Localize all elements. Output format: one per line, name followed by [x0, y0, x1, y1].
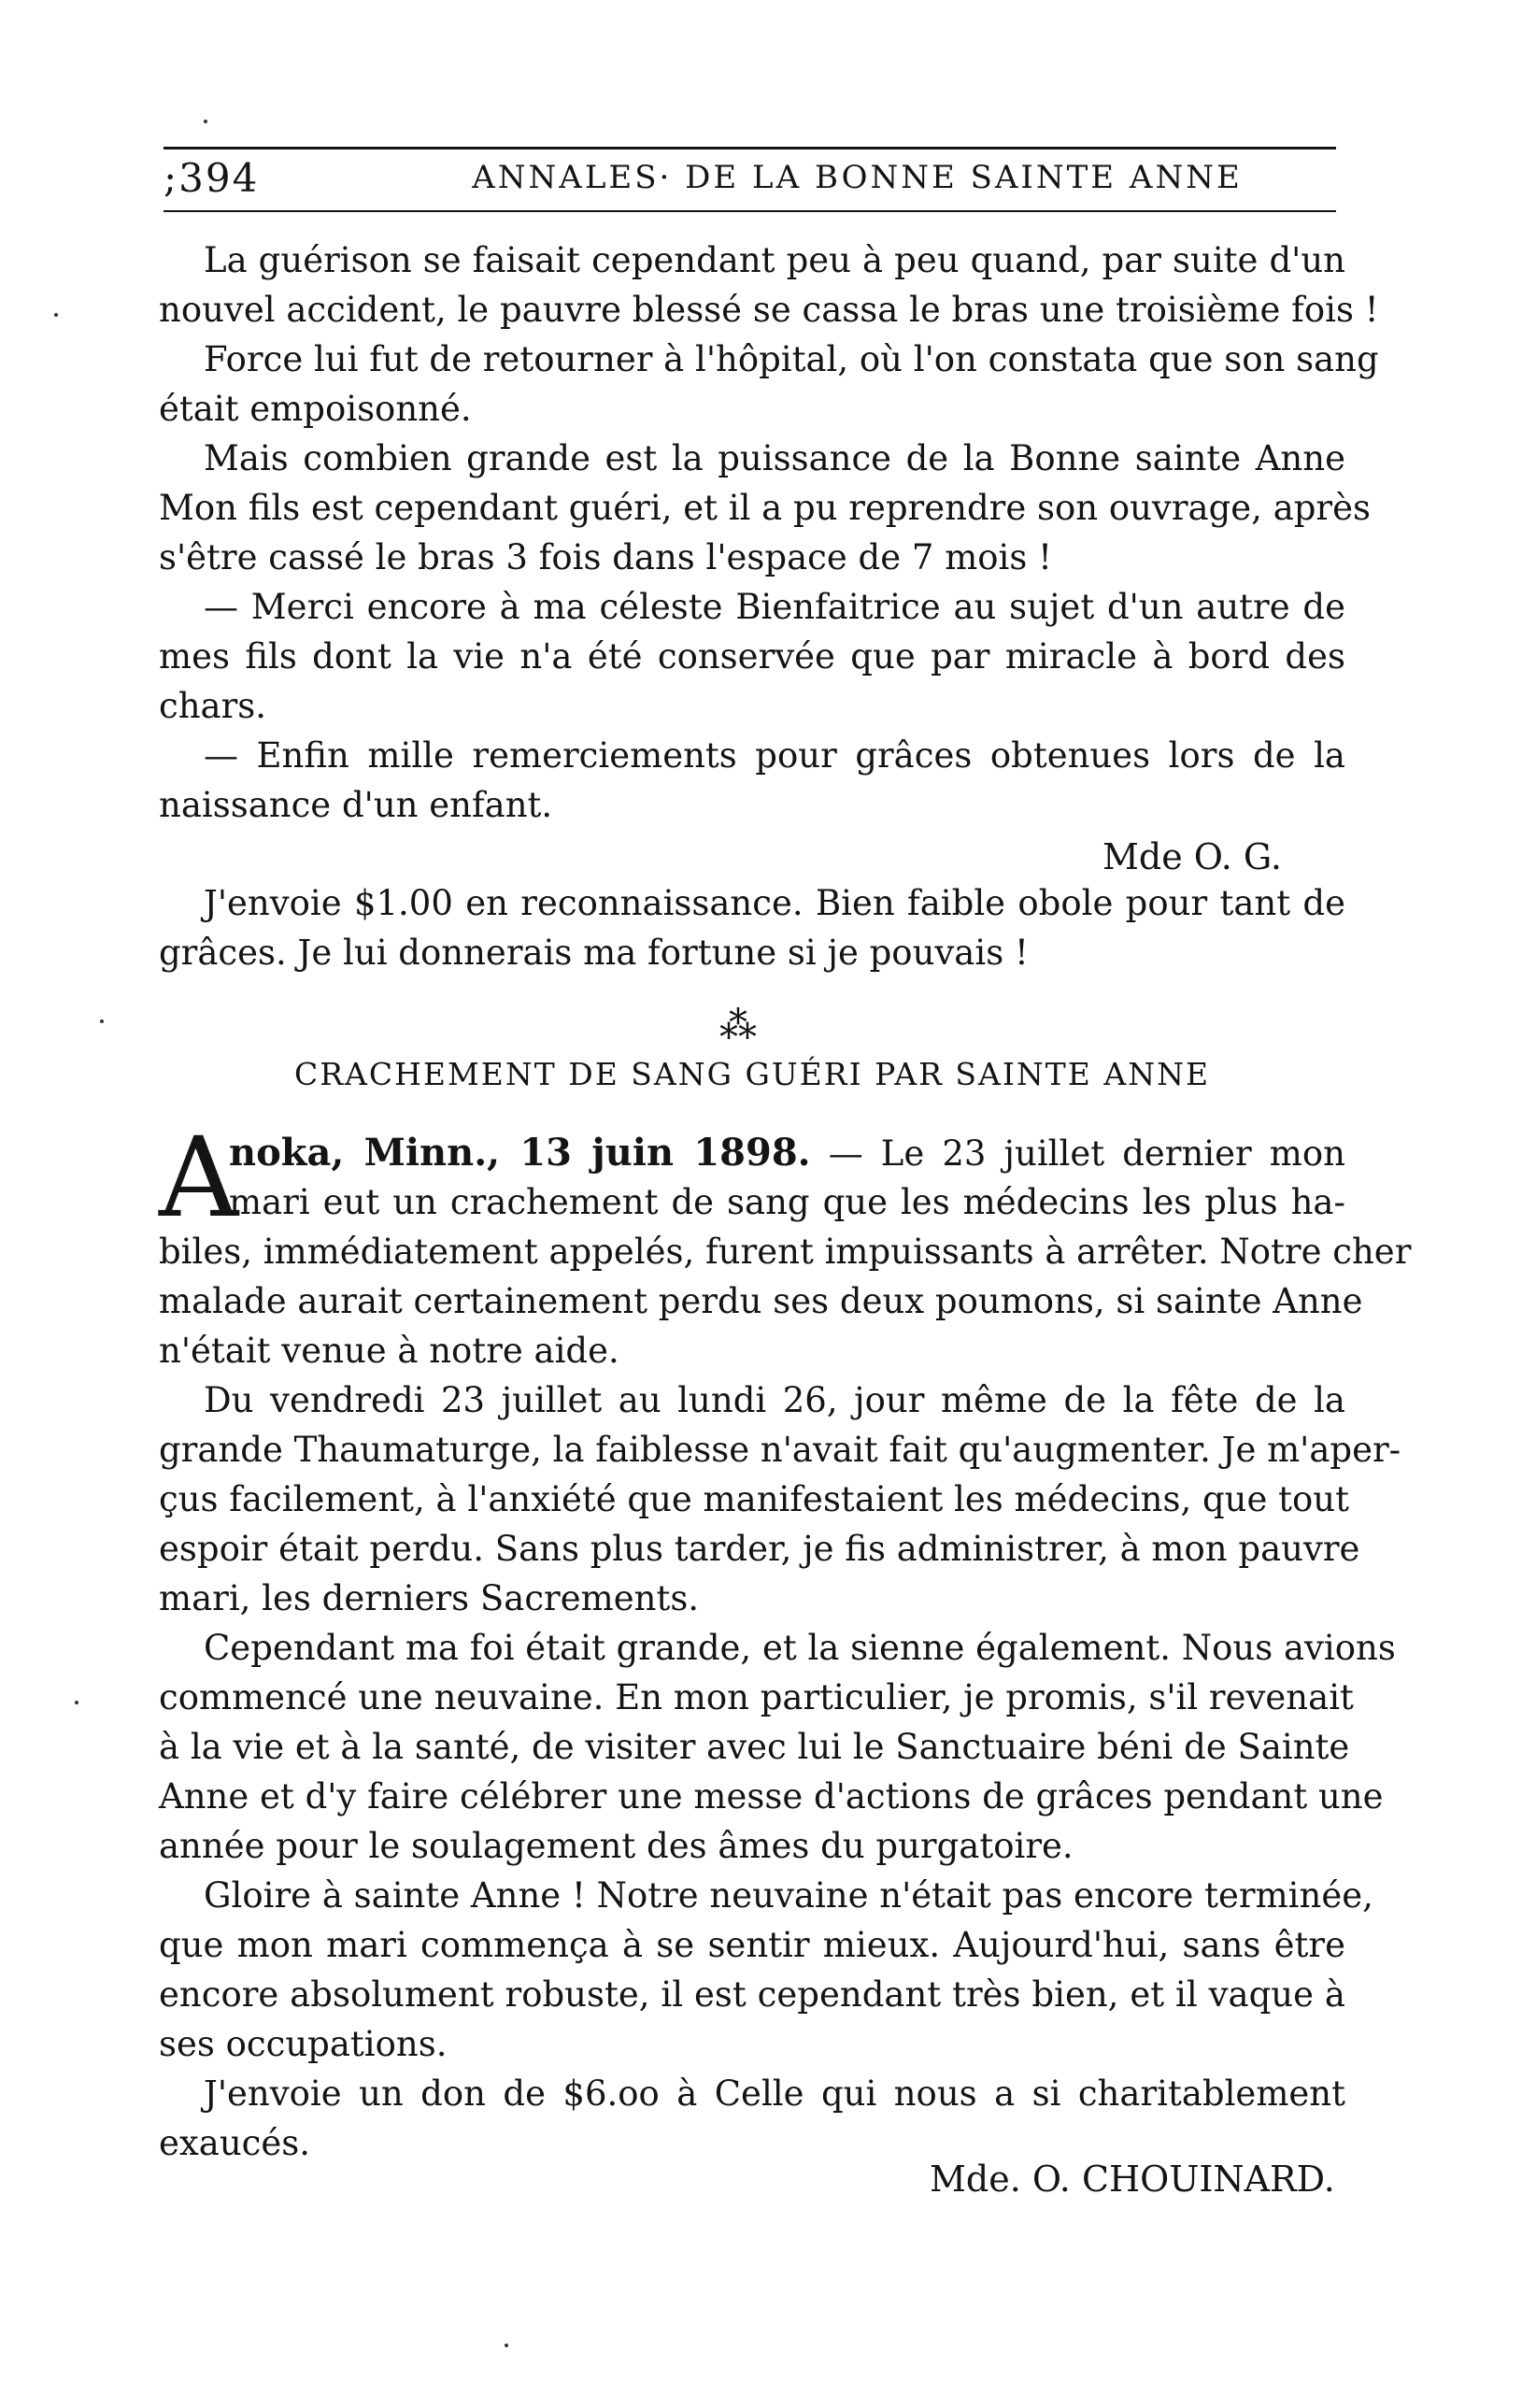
article-title: CRACHEMENT DE SANG GUÉRI PAR SAINTE ANNE [293, 1056, 1211, 1092]
text-line: J'envoie $1.00 en reconnaissance. Bien faible obole pour tant de [204, 883, 1345, 923]
text-line: Gloire à sainte Anne ! Notre neuvaine n'était pas encore terminée, [204, 1875, 1373, 1916]
letter-1-body [159, 235, 1379, 830]
print-speck [100, 1019, 104, 1023]
text-line: chars. [159, 686, 267, 726]
text-line: Mon fils est cependant guéri, et il a pu reprendre son ouvrage, après [159, 488, 1372, 528]
text-line: Mais combien grande est la puissance de la Bonne sainte Anne [204, 438, 1345, 478]
text-line: à la vie et à la santé, de visiter avec lui le Sanctuaire béni de Sainte [159, 1727, 1350, 1767]
text-line: année pour le soulagement des âmes du purgatoire. [159, 1826, 1074, 1866]
text-line: commencé une neuvaine. En mon particulier, je promis, s'il revenait [159, 1677, 1354, 1717]
text-line: Cependant ma foi était grande, et la sienne également. Nous avions [204, 1628, 1396, 1668]
text-line: — Enfin mille remerciements pour grâces obtenues lors de la [204, 735, 1345, 776]
text-line: encore absolument robuste, il est cependant très bien, et il vaque à [159, 1974, 1345, 2015]
text-line: que mon mari commença à se sentir mieux. Aujourd'hui, sans être [159, 1925, 1345, 1965]
letter-2-first-line [229, 1128, 1345, 1177]
text-line: noka, Minn., 13 juin 1898. — Le 23 juillet dernier mon [229, 1131, 1345, 1175]
page-header [164, 155, 1336, 207]
drop-cap: A [159, 1113, 239, 1242]
text-line: La guérison se faisait cependant peu à peu quand, par suite d'un [204, 240, 1345, 280]
text-line: s'être cassé le bras 3 fois dans l'espace de 7 mois ! [159, 537, 1053, 577]
text-line: Anne et d'y faire célébrer une messe d'actions de grâces pendant une [159, 1776, 1384, 1817]
letter-1-closing [159, 878, 1345, 977]
text-line: grande Thaumaturge, la faiblesse n'avait fait qu'augmenter. Je m'aper- [159, 1430, 1401, 1470]
text-line: était empoisonné. [159, 389, 472, 429]
text-line: çus facilement, à l'anxiété que manifestaient les médecins, que tout [159, 1479, 1350, 1519]
letter-2-intro-first [229, 1177, 1345, 1227]
text-line: naissance d'un enfant. [159, 785, 553, 825]
text-line: mes fils dont la vie n'a été conservée que par miracle à bord des [159, 636, 1345, 677]
text-line: Force lui fut de retourner à l'hôpital, où l'on constata que son sang [204, 339, 1379, 379]
text-line: — Merci encore à ma céleste Bienfaitrice au sujet d'un autre de [204, 587, 1345, 627]
text-line: ses occupations. [159, 2024, 448, 2064]
text-line: grâces. Je lui donnerais ma fortune si je pouvais ! [159, 933, 1029, 973]
text-line: mari eut un crachement de sang que les médecins les plus ha- [229, 1182, 1345, 1222]
print-speck [54, 313, 58, 317]
print-speck [204, 120, 207, 123]
section-ornament: ⁂ [719, 1005, 757, 1047]
print-speck [505, 2344, 508, 2347]
header-rule-top [164, 147, 1336, 150]
dateline: noka, Minn., 13 juin 1898. [229, 1131, 811, 1175]
text-line: malade aurait certainement perdu ses deux poumons, si sainte Anne [159, 1281, 1363, 1321]
text-line: nouvel accident, le pauvre blessé se cassa le bras une troisième fois ! [159, 290, 1379, 330]
text-line: mari, les derniers Sacrements. [159, 1578, 700, 1618]
header-rule-bottom [164, 210, 1336, 212]
print-speck [75, 1701, 78, 1704]
text-line: J'envoie un don de $6.oo à Celle qui nous a si charitablement [204, 2073, 1345, 2114]
page-number: ;394 [164, 155, 260, 201]
text-line: Du vendredi 23 juillet au lundi 26, jour même de la fête de la [204, 1380, 1345, 1420]
letter-1-signature: Mde O. G. [1102, 836, 1282, 877]
text-line: n'était venue à notre aide. [159, 1331, 619, 1371]
text-line: biles, immédiatement appelés, furent impuissants à arrêter. Notre cher [159, 1232, 1412, 1272]
text-line: exaucés. [159, 2123, 311, 2163]
letter-2-intro [159, 1227, 1412, 2168]
letter-2-signature: Mde. O. CHOUINARD. [930, 2159, 1335, 2200]
running-title: ANNALES· DE LA BONNE SAINTE ANNE [472, 159, 1243, 196]
text-line: espoir était perdu. Sans plus tarder, je fis administrer, à mon pauvre [159, 1529, 1360, 1569]
